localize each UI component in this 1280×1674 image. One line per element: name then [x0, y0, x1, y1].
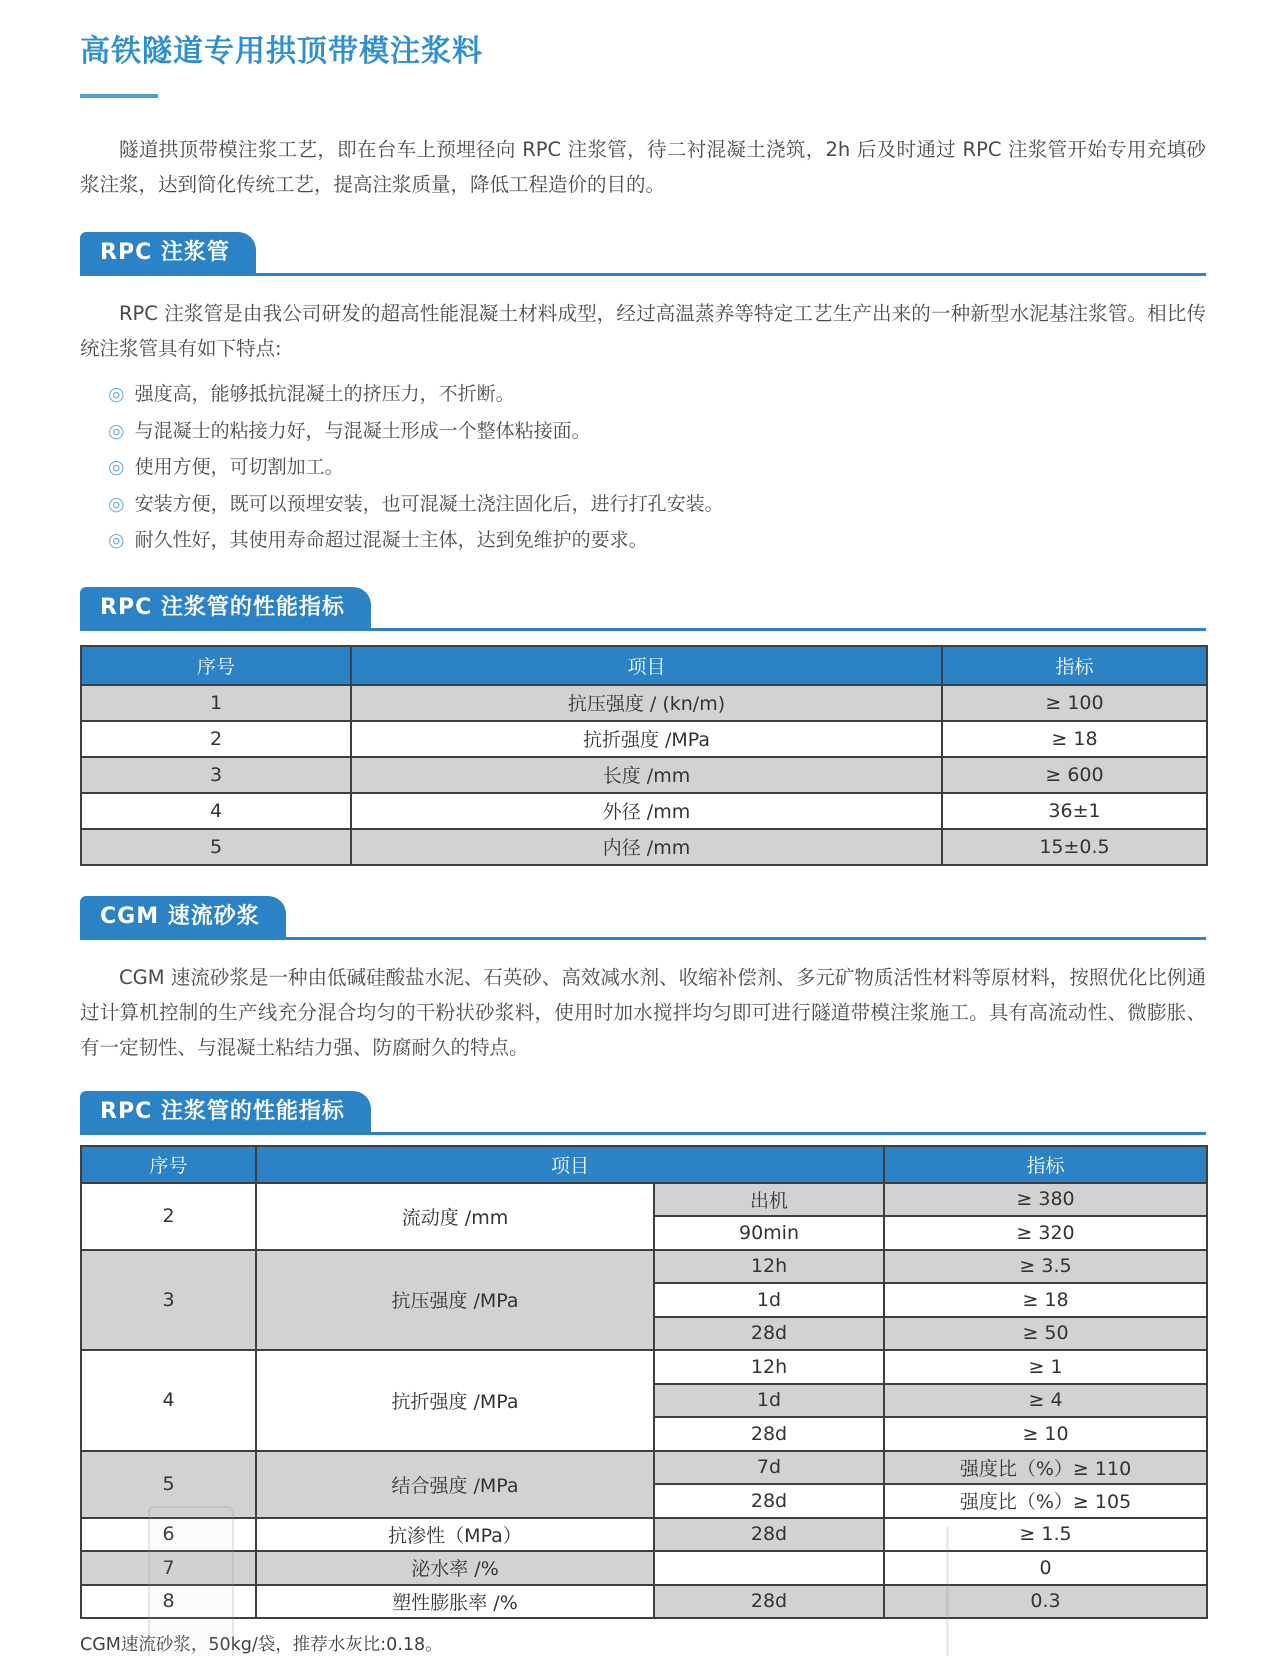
row-condition: 1d: [654, 1283, 884, 1317]
rpc-feature-list: [80, 376, 1206, 559]
row-no: 3: [81, 1250, 256, 1351]
column-header-index: 指标: [942, 646, 1207, 685]
page-title: 高铁隧道专用拱顶带模注浆料: [80, 34, 483, 69]
row-condition: 出机: [654, 1183, 884, 1217]
row-no: 8: [81, 1585, 256, 1619]
row-value: ≥ 10: [884, 1417, 1207, 1451]
cgm-performance-table-body: [81, 1183, 1207, 1619]
table-header-row: [81, 646, 1207, 685]
row-value: ≥ 1.5: [884, 1518, 1207, 1552]
rpc-pipe-paragraph: RPC 注浆管是由我公司研发的超高性能混凝土材料成型，经过高温蒸养等特定工艺生产出来的一种新型水泥基注浆管。相比传统注浆管具有如下特点:: [80, 302, 1206, 360]
bullet-circle-icon: ◎: [108, 419, 125, 442]
table-row: [81, 721, 1207, 757]
row-no: 6: [81, 1518, 256, 1552]
feature-text: 与混凝士的粘接力好，与混凝土形成一个整体粘接面。: [134, 419, 591, 442]
table-row: [81, 757, 1207, 793]
row-no: 5: [81, 1451, 256, 1518]
feature-list-item: [108, 449, 1206, 486]
row-item: 流动度 /mm: [256, 1183, 654, 1250]
row-condition: 90min: [654, 1216, 884, 1250]
row-value: 0.3: [884, 1585, 1207, 1619]
rpc-performance-table: [80, 645, 1208, 866]
row-item: 抗折强度 /MPa: [351, 721, 942, 757]
row-item: 塑性膨胀率 /%: [256, 1585, 654, 1619]
row-value: 强度比（%）≥ 110: [884, 1451, 1207, 1485]
row-condition: [654, 1551, 884, 1585]
row-item: 外径 /mm: [351, 793, 942, 829]
column-header-no: 序号: [81, 1146, 256, 1183]
row-value: 36±1: [942, 793, 1207, 829]
row-no: 4: [81, 1350, 256, 1451]
feature-list-item: [108, 413, 1206, 450]
row-no: 2: [81, 721, 351, 757]
bullet-circle-icon: ◎: [108, 529, 125, 551]
feature-text: 安装方便，既可以预埋安装，也可混凝土浇注固化后，进行打孔安装。: [134, 492, 724, 515]
row-value: ≥ 18: [942, 721, 1207, 757]
section-tab-row-cgm-table: [80, 1091, 1206, 1135]
column-header-no: 序号: [81, 646, 351, 685]
table-row: [81, 1451, 1207, 1485]
row-no: 1: [81, 685, 351, 721]
row-value: ≥ 600: [942, 757, 1207, 793]
row-item: 抗渗性（MPa）: [256, 1518, 654, 1552]
section-tab-rpc-pipe: RPC 注浆管: [80, 232, 256, 273]
row-item: 抗折强度 /MPa: [256, 1350, 654, 1451]
rpc-performance-table-body: [81, 685, 1207, 865]
row-item: 内径 /mm: [351, 829, 942, 865]
row-item: 结合强度 /MPa: [256, 1451, 654, 1518]
row-value: ≥ 320: [884, 1216, 1207, 1250]
row-condition: 28d: [654, 1317, 884, 1351]
section-tab-cgm-table: RPC 注浆管的性能指标: [80, 1091, 371, 1132]
row-value: 15±0.5: [942, 829, 1207, 865]
row-value: ≥ 3.5: [884, 1250, 1207, 1284]
row-value: 强度比（%）≥ 105: [884, 1484, 1207, 1518]
feature-text: 耐久性好，其使用寿命超过混凝士主体，达到免维护的要求。: [134, 529, 648, 551]
row-value: ≥ 1: [884, 1350, 1207, 1384]
row-condition: 1d: [654, 1384, 884, 1418]
feature-text: 使用方便，可切割加工。: [134, 456, 344, 478]
table-row: [81, 793, 1207, 829]
row-item: 抗压强度 / (kn/m): [351, 685, 942, 721]
row-item: 长度 /mm: [351, 757, 942, 793]
row-condition: 12h: [654, 1250, 884, 1284]
cgm-paragraph: CGM 速流砂浆是一种由低碱硅酸盐水泥、石英砂、高效减水剂、收缩补偿剂、多元矿物质活性材料等原材料，按照优化比例通过计算机控制的生产线充分混合均匀的干粉状砂浆料，使用时加水搅拌均匀即可进行隧道带模注浆施工。具有高流动性、微膨胀、有一定韧性、与混凝土粘结力强、防腐耐久的特点。: [80, 965, 1206, 1059]
row-no: 5: [81, 829, 351, 865]
table-row: [81, 1183, 1207, 1217]
table-row: [81, 1350, 1207, 1384]
bullet-circle-icon: ◎: [108, 456, 125, 478]
column-header-item: 项目: [351, 646, 942, 685]
section-tab-rpc-table: RPC 注浆管的性能指标: [80, 587, 371, 628]
row-condition: 12h: [654, 1350, 884, 1384]
row-value: 0: [884, 1551, 1207, 1585]
row-no: 2: [81, 1183, 256, 1250]
table-row: [81, 1518, 1207, 1552]
section-tab-row-rpc-pipe: [80, 232, 1206, 276]
column-header-item: 项目: [256, 1146, 884, 1183]
row-value: ≥ 100: [942, 685, 1207, 721]
feature-list-item: [108, 376, 1206, 413]
row-no: 7: [81, 1551, 256, 1585]
footnote: CGM速流砂浆，50kg/袋，推荐水灰比:0.18。: [80, 1635, 443, 1655]
cgm-performance-table: [80, 1145, 1208, 1620]
feature-list-item: [108, 486, 1206, 523]
title-underline-decoration: [80, 94, 158, 98]
table-row: [81, 1250, 1207, 1284]
table-row: [81, 829, 1207, 865]
row-condition: 28d: [654, 1518, 884, 1552]
row-value: ≥ 380: [884, 1183, 1207, 1217]
row-condition: 28d: [654, 1585, 884, 1619]
section-tab-cgm: CGM 速流砂浆: [80, 896, 286, 937]
row-value: ≥ 50: [884, 1317, 1207, 1351]
section-tab-row-rpc-table: [80, 587, 1206, 631]
table-row: [81, 685, 1207, 721]
intro-paragraph: 隧道拱顶带模注浆工艺，即在台车上预埋径向 RPC 注浆管，待二衬混凝土浇筑，2h 后及时通过 RPC 注浆管开始专用充填砂浆注浆，达到简化传统工艺，提高注浆质量，降低工程造价的目的。: [80, 138, 1206, 196]
feature-list-item: [108, 522, 1206, 559]
row-condition: 28d: [654, 1417, 884, 1451]
table-row: [81, 1551, 1207, 1585]
row-item: 抗压强度 /MPa: [256, 1250, 654, 1351]
row-no: 4: [81, 793, 351, 829]
bullet-circle-icon: ◎: [108, 383, 125, 405]
feature-text: 强度高，能够抵抗混凝土的挤压力，不折断。: [134, 383, 515, 405]
row-no: 3: [81, 757, 351, 793]
row-condition: 7d: [654, 1451, 884, 1485]
bullet-circle-icon: ◎: [108, 492, 125, 515]
row-condition: 28d: [654, 1484, 884, 1518]
section-tab-row-cgm: [80, 896, 1206, 940]
row-value: ≥ 18: [884, 1283, 1207, 1317]
table-row: [81, 1585, 1207, 1619]
row-value: ≥ 4: [884, 1384, 1207, 1418]
table-header-row: [81, 1146, 1207, 1183]
column-header-index: 指标: [884, 1146, 1207, 1183]
row-item: 泌水率 /%: [256, 1551, 654, 1585]
